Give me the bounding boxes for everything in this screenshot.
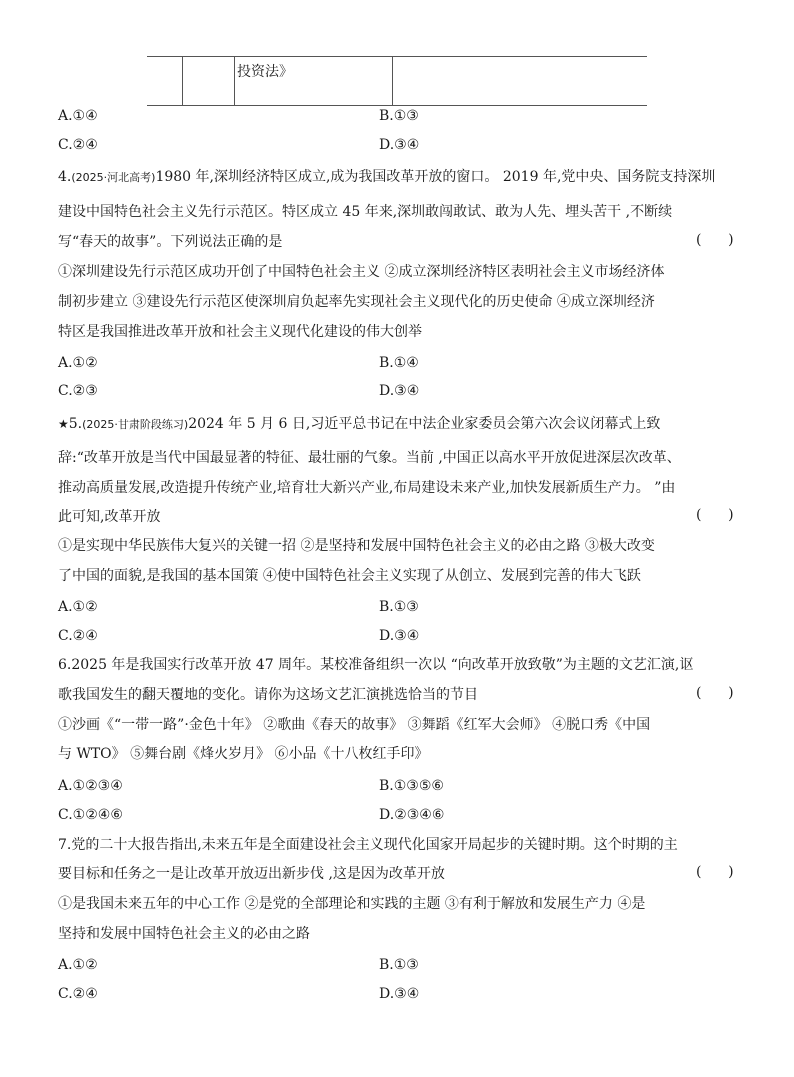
question-7-stem-line: 7.党的二十大报告指出,未来五年是全面建设社会主义现代化国家开局起步的关键时期。这个时期的主 xyxy=(58,837,678,853)
question-5-statement: ①是实现中华民族伟大复兴的关键一招 ②是坚持和发展中国特色社会主义的必由之路 ③极大改变 xyxy=(58,538,655,554)
question-source: (2025·河北高考) xyxy=(71,171,156,184)
question-6-statement: 与 WTO》 ⑤舞台剧《烽火岁月》 ⑥小品《十八枚红手印》 xyxy=(58,746,429,762)
question-5-statement: 了中国的面貌,是我国的基本国策 ④使中国特色社会主义实现了从创立、发展到完善的伟大飞跃 xyxy=(58,568,641,584)
question-number: 4. xyxy=(58,169,72,185)
option-b: B.①③ xyxy=(379,957,419,973)
table-fragment xyxy=(147,56,647,106)
option-c: C.②③ xyxy=(58,383,98,399)
option-a: A.①④ xyxy=(58,108,98,124)
question-4-stem-line: 写“春天的故事”。下列说法正确的是 xyxy=(58,234,283,250)
answer-paren: ( ) xyxy=(696,507,734,523)
question-7-statement: 坚持和发展中国特色社会主义的必由之路 xyxy=(58,926,310,942)
option-d: D.③④ xyxy=(379,137,420,153)
table-divider xyxy=(392,57,393,105)
question-source: (2025·甘肃阶段练习) xyxy=(82,418,189,431)
question-5-stem-line: 辞:“改革开放是当代中国最显著的特征、最壮丽的气象。当前 ,中国正以高水平开放促进深层次改革、 xyxy=(58,450,681,466)
star-icon: ★ xyxy=(58,417,69,431)
question-6-stem-line: 6.2025 年是我国实行改革开放 47 周年。某校准备组织一次以 “向改革开放致敬”为主题的文艺汇演,讴 xyxy=(58,657,694,673)
answer-paren: ( ) xyxy=(696,864,734,880)
option-a: A.①② xyxy=(58,957,98,973)
table-cell-text: 投资法》 xyxy=(237,64,293,80)
question-4-statement: 制初步建立 ③建设先行示范区使深圳肩负起率先实现社会主义现代化的历史使命 ④成立深圳经济 xyxy=(58,294,655,310)
question-number: 5. xyxy=(68,416,83,432)
question-5-stem-line: 此可知,改革开放 xyxy=(58,509,161,525)
table-divider xyxy=(234,57,235,105)
question-4-stem-line: 建设中国特色社会主义先行示范区。特区成立 45 年来,深圳敢闯敢试、敢为人先、埋头苦干 ,不断续 xyxy=(58,204,673,220)
answer-paren: ( ) xyxy=(696,685,734,701)
question-6-stem-line: 歌我国发生的翻天覆地的变化。请你为这场文艺汇演挑选恰当的节目 xyxy=(58,687,478,703)
question-4-statement: 特区是我国推进改革开放和社会主义现代化建设的伟大创举 xyxy=(58,324,422,340)
option-c: C.②④ xyxy=(58,986,98,1002)
option-b: B.①③ xyxy=(379,108,419,124)
option-a: A.①② xyxy=(58,599,98,615)
option-a: A.①② xyxy=(58,355,98,371)
option-d: D.③④ xyxy=(379,986,420,1002)
option-d: D.②③④⑥ xyxy=(379,807,445,823)
option-b: B.①④ xyxy=(379,355,419,371)
question-5-stem-line: ★5.(2025·甘肃阶段练习)2024 年 5 月 6 日,习近平总书记在中法企业家委员会第六次会议闭幕式上致 xyxy=(58,416,661,432)
option-a: A.①②③④ xyxy=(58,778,123,794)
question-7-statement: ①是我国未来五年的中心工作 ②是党的全部理论和实践的主题 ③有利于解放和发展生产力 ④是 xyxy=(58,896,646,912)
option-c: C.②④ xyxy=(58,137,98,153)
question-4-statement: ①深圳建设先行示范区成功开创了中国特色社会主义 ②成立深圳经济特区表明社会主义市场经济体 xyxy=(58,264,665,280)
question-7-stem-line: 要目标和任务之一是让改革开放迈出新步伐 ,这是因为改革开放 xyxy=(58,866,445,882)
option-b: B.①③ xyxy=(379,599,419,615)
question-4-stem-line: 4.(2025·河北高考)1980 年,深圳经济特区成立,成为我国改革开放的窗口。 2019 年,党中央、国务院支持深圳 xyxy=(58,169,716,185)
option-d: D.③④ xyxy=(379,628,420,644)
answer-paren: ( ) xyxy=(696,232,734,248)
option-c: C.①②④⑥ xyxy=(58,807,123,823)
question-6-statement: ①沙画《“一带一路”·金色十年》 ②歌曲《春天的故事》 ③舞蹈《红军大会师》 ④脱口秀《中国 xyxy=(58,717,651,733)
option-d: D.③④ xyxy=(379,383,420,399)
option-c: C.②④ xyxy=(58,628,98,644)
question-5-stem-line: 推动高质量发展,改造提升传统产业,培育壮大新兴产业,布局建设未来产业,加快发展新质生产力。 ”由 xyxy=(58,480,676,496)
table-divider xyxy=(182,57,183,105)
option-b: B.①③⑤⑥ xyxy=(379,778,444,794)
